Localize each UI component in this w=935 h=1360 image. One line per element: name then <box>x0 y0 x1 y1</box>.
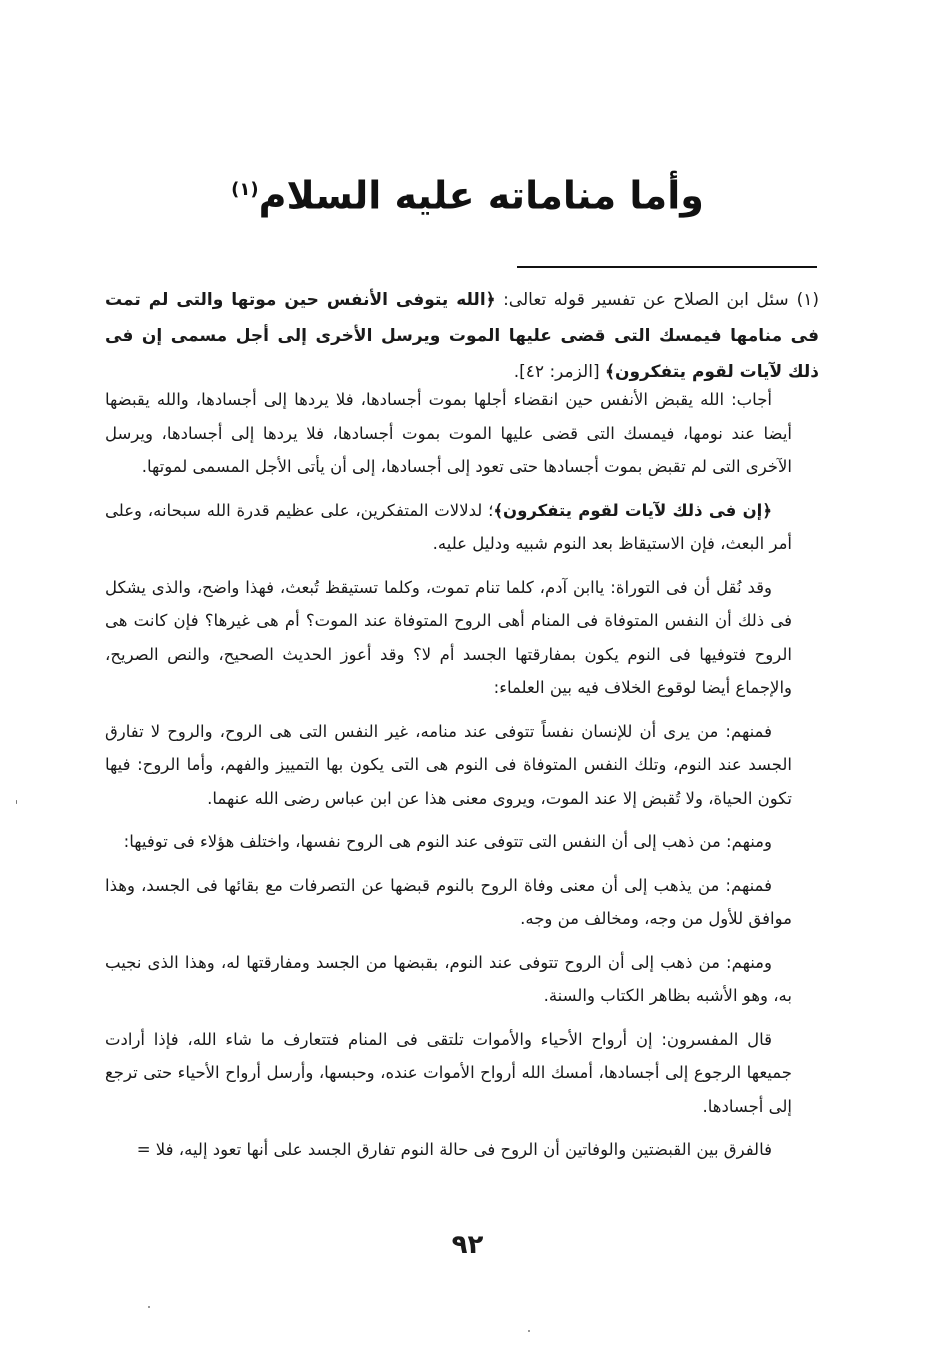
footnote-intro: سئل ابن الصلاح عن تفسير قوله تعالى: <box>503 290 789 310</box>
paragraph <box>105 1133 792 1167</box>
paragraph-text: ؛ لدلالات المتفكرين، على عظيم قدرة الله سبحانه، وعلى أمر البعث، فإن الاستيقاظ بعد النوم شبيه ودليل عليه. <box>105 500 792 553</box>
footnote-separator <box>517 266 817 268</box>
chapter-title <box>120 165 815 221</box>
paragraph-text: قال المفسرون: إن أرواح الأحياء والأموات تلتقى فى المنام فتتعارف ما شاء الله، فإذا أرادت جميعها الرجوع إلى أجسادها، أمسك الله أرواح الأموات عنده، وحبسها، وأرسل أرواح الأحياء حتى ترجع إلى أجسادها. <box>105 1029 792 1116</box>
chapter-title-text: وأما مناماته عليه السلام <box>258 173 704 218</box>
footnote-marker: (١) <box>796 290 820 310</box>
scan-speck <box>16 800 17 804</box>
footnote-verse: ﴿الله يتوفى الأنفس حين موتها والتى لم تمت فى منامها فيمسك التى قضى عليها الموت ويرسل الأخرى إلى أجل مسمى إن فى ذلك لآيات لقوم يتفكرون﴾ <box>105 290 819 382</box>
paragraph-text: وقد نُقل أن فى التوراة: ياابن آدم، كلما تنام تموت، وكلما تستيقظ تُبعث، فهذا واضح، والذى يشكل فى ذلك أن النفس المتوفاة فى المنام أهى الروح المتوفاة عند الموت؟ أم هى غيرها؟ فإن كانت هى الروح فتوفيها فى النوم يكون بمفارقتها الجسد أم لا؟ وقد أعوز الحديث الصحيح، والنص الصريح، والإجماع أيضا لوقوع الخلاف فيه بين العلماء: <box>105 577 792 697</box>
paragraph-lead: ﴿إن فى ذلك لآيات لقوم يتفكرون﴾ <box>493 500 772 520</box>
scan-speck <box>528 1330 530 1332</box>
title-footnote-ref: (١) <box>231 179 259 200</box>
paragraph <box>105 869 792 936</box>
scan-speck <box>148 1306 150 1308</box>
paragraph <box>105 715 792 816</box>
paragraph-text: فالفرق بين القبضتين والوفاتين أن الروح فى حالة النوم تفارق الجسد على أنها تعود إليه، فلا = <box>136 1140 772 1159</box>
paragraph <box>105 946 792 1013</box>
footnote <box>105 282 819 390</box>
footnote-reference: [الزمر: ٤٢]. <box>513 362 600 382</box>
paragraph <box>105 383 792 484</box>
paragraph-text: فمنهم: من يرى أن للإنسان نفساً تتوفى عند منامه، غير النفس التى هى الروح، والروح لا تفارق الجسد عند النوم، وتلك النفس المتوفاة فى النوم هى التى يكون بها التمييز والفهم، وأما الروح: فيها تكون الحياة، ولا تُقبض إلا عند الموت، ويروى معنى هذا عن ابن عباس رضى الله عنهما. <box>105 721 792 808</box>
paragraph <box>105 1023 792 1124</box>
paragraph-text: ومنهم: من ذهب إلى أن الروح تتوفى عند النوم، بقبضها من الجسد ومفارقتها له، وهذا الذى نجيب به، وهو الأشبه بظاهر الكتاب والسنة. <box>105 952 792 1005</box>
paragraph <box>105 494 792 561</box>
paragraph <box>105 825 792 859</box>
paragraph <box>105 571 792 705</box>
page-number: ٩٢ <box>451 1230 484 1260</box>
paragraph-text: ومنهم: من ذهب إلى أن النفس التى تتوفى عند النوم هى الروح نفسها، واختلف هؤلاء فى توفيها: <box>123 832 772 851</box>
paragraph-text: أجاب: الله يقبض الأنفس حين انقضاء أجلها بموت أجسادها، فلا يردها إلى أجسادها، والله يقبضها أيضا عند نومها، فيمسك التى قضى عليها الموت بموت أجسادها، فلا يردها إلى أجسادها، ويرسل الآخرى التى لم تقبض بموت أجسادها حتى تعود إلى أجسادها، إلى أن يأتى الأجل المسمى لموتها. <box>105 390 792 476</box>
body-text <box>105 383 792 1177</box>
paragraph-text: فمنهم: من يذهب إلى أن معنى وفاة الروح بالنوم قبضها عن التصرفات مع بقائها فى الجسد، وهذا موافق للأول من وجه، ومخالف من وجه. <box>105 875 792 928</box>
